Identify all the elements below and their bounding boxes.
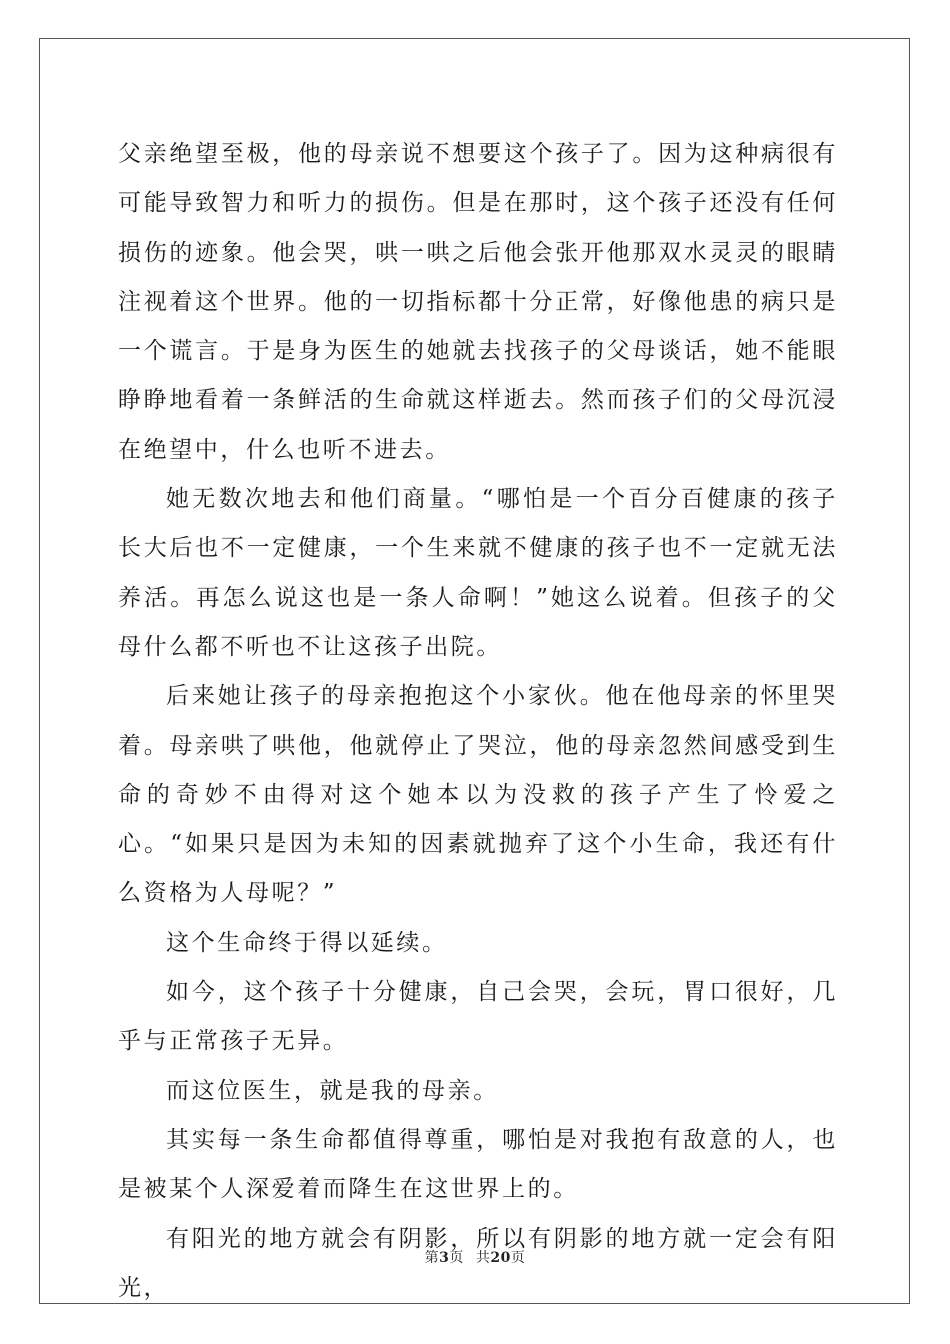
paragraph: 她无数次地去和他们商量。“哪怕是一个百分百健康的孩子长大后也不一定健康，一个生来就不健康的孩子也不一定就无法养活。再怎么说这也是一条人命啊！”她这么说着。但孩子的父母什么都不听也不让这孩子出院。 <box>118 486 838 660</box>
total-prefix: 共 <box>475 1250 491 1266</box>
paragraph: 其实每一条生命都值得尊重，哪怕是对我抱有敌意的人，也是被某个人深爱着而降生在这世界上的。 <box>118 1126 838 1203</box>
document-body <box>118 130 838 1313</box>
total-suffix: 页 <box>510 1250 526 1266</box>
total-pages: 20 <box>490 1250 511 1266</box>
page-prefix: 第 <box>424 1250 440 1266</box>
paragraph: 如今，这个孩子十分健康，自己会哭，会玩，胃口很好，几乎与正常孩子无异。 <box>118 979 838 1055</box>
page-footer <box>0 1247 950 1267</box>
paragraph: 有阳光的地方就会有阴影，所以有阴影的地方就一定会有阳光， <box>118 1225 838 1301</box>
page-suffix: 页 <box>449 1250 464 1266</box>
paragraph: 父亲绝望至极，他的母亲说不想要这个孩子了。因为这种病很有可能导致智力和听力的损伤。但是在那时，这个孩子还没有任何损伤的迹象。他会哭，哄一哄之后他会张开他那双水灵灵的眼睛注视着这个世界。他的一切指标都十分正常，好像他患的病只是一个谎言。于是身为医生的她就去找孩子的父母谈话，她不能眼睁睁地看着一条鲜活的生命就这样逝去。然而孩子们的父母沉浸在绝望中，什么也听不进去。 <box>118 141 838 463</box>
paragraph: 而这位医生，就是我的母亲。 <box>166 1077 499 1104</box>
paragraph: 这个生命终于得以延续。 <box>166 929 448 956</box>
page-number: 3 <box>439 1250 450 1266</box>
paragraph: 后来她让孩子的母亲抱抱这个小家伙。他在他母亲的怀里哭着。母亲哄了哄他，他就停止了哭泣，他的母亲忽然间感受到生命的奇妙不由得对这个她本以为没救的孩子产生了怜爱之心。“如果只是因为未知的因素就抛弃了这个小生命，我还有什么资格为人母呢？” <box>118 683 838 907</box>
